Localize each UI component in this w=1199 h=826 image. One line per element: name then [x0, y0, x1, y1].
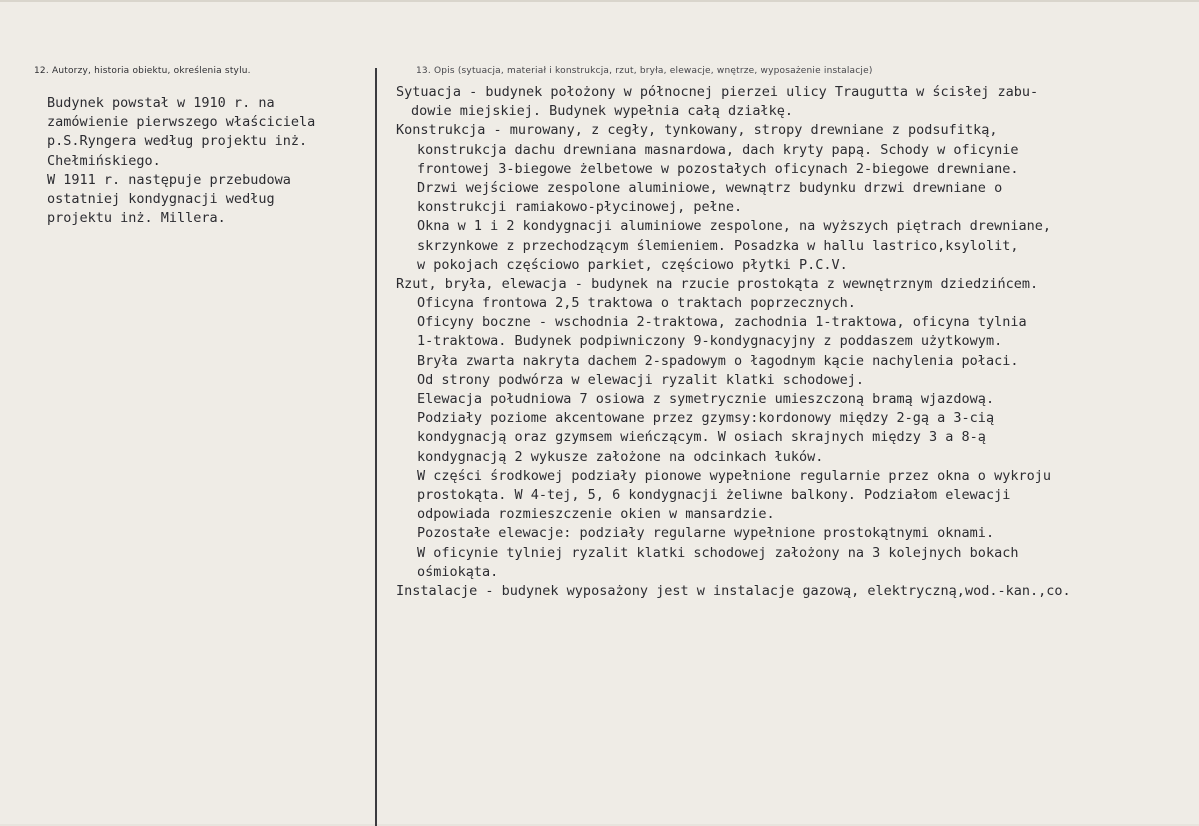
- description-line: frontowej 3-biegowe żelbetowe w pozostałych oficynach 2-biegowe drewniane.: [417, 160, 1019, 177]
- history-line: W 1911 r. następuje przebudowa: [47, 171, 291, 188]
- description-line: Konstrukcja - murowany, z cegły, tynkowany, stropy drewniane z podsufitką,: [396, 122, 998, 139]
- description-line: odpowiada rozmieszczenie okien w mansardzie.: [417, 506, 775, 523]
- description-line: 1-traktowa. Budynek podpiwniczony 9-kondygnacyjny z poddaszem użytkowym.: [417, 333, 1003, 350]
- description-line: Oficyny boczne - wschodnia 2-traktowa, zachodnia 1-traktowa, oficyna tylnia: [417, 314, 1027, 331]
- description-line: W oficynie tylniej ryzalit klatki schodowej założony na 3 kolejnych bokach: [417, 544, 1019, 561]
- description-line: Okna w 1 i 2 kondygnacji aluminiowe zespolone, na wyższych piętrach drewniane,: [417, 218, 1051, 235]
- history-line: projektu inż. Millera.: [47, 210, 226, 227]
- description-line: Instalacje - budynek wyposażony jest w instalacje gazową, elektryczną,wod.-kan.,co.: [396, 582, 1071, 599]
- description-column-header: 13. Opis (sytuacja, materiał i konstrukcja, rzut, bryła, elewacje, wnętrze, wyposażenie instalacje): [416, 66, 873, 76]
- description-line: Bryła zwarta nakryta dachem 2-spadowym o łagodnym kącie nachylenia połaci.: [417, 352, 1019, 369]
- description-line: Oficyna frontowa 2,5 traktowa o traktach poprzecznych.: [417, 295, 856, 312]
- history-line: Chełmińskiego.: [47, 152, 161, 169]
- description-line: kondygnacją 2 wykusze założone na odcinkach łuków.: [417, 448, 824, 465]
- description-text-block: [396, 83, 1071, 601]
- description-line: Od strony podwórza w elewacji ryzalit klatki schodowej.: [417, 371, 865, 388]
- description-line: Pozostałe elewacje: podziały regularne wypełnione prostokątnymi oknami.: [417, 525, 995, 542]
- description-line: Drzwi wejściowe zespolone aluminiowe, wewnątrz budynku drzwi drewniane o: [417, 179, 1003, 196]
- description-line: Elewacja południowa 7 osiowa z symetrycznie umieszczoną bramą wjazdową.: [417, 391, 995, 407]
- description-line: dowie miejskiej. Budynek wypełnia całą działkę.: [411, 103, 794, 120]
- description-line: ośmiokąta.: [417, 563, 499, 580]
- history-line: Budynek powstał w 1910 r. na: [47, 95, 275, 111]
- description-line: w pokojach częściowo parkiet, częściowo płytki P.C.V.: [417, 256, 848, 273]
- description-line: prostokąta. W 4-tej, 5, 6 kondygnacji żeliwne balkony. Podziałom elewacji: [417, 486, 1011, 503]
- description-line: Sytuacja - budynek położony w północnej pierzei ulicy Traugutta w ścisłej zabu-: [396, 84, 1039, 100]
- description-line: skrzynkowe z przechodzącym ślemieniem. Posadzka w hallu lastrico,ksylolit,: [417, 237, 1019, 254]
- history-text-block: [47, 94, 315, 228]
- history-line: ostatniej kondygnacji według: [47, 190, 275, 207]
- history-line: p.S.Ryngera według projektu inż.: [47, 133, 308, 150]
- description-line: kondygnacją oraz gzymsem wieńczącym. W osiach skrajnych między 3 a 8-ą: [417, 429, 986, 446]
- description-line: konstrukcji ramiakowo-płycinowej, pełne.: [417, 199, 743, 216]
- description-line: Podziały poziome akcentowane przez gzymsy:kordonowy między 2-gą a 3-cią: [417, 410, 995, 427]
- history-column-header: 12. Autorzy, historia obiektu, określenia stylu.: [34, 66, 251, 76]
- history-line: zamówienie pierwszego właściciela: [47, 114, 316, 131]
- description-line: Rzut, bryła, elewacja - budynek na rzucie prostokąta z wewnętrznym dziedzińcem.: [396, 275, 1039, 292]
- description-line: W części środkowej podziały pionowe wypełnione regularnie przez okna o wykroju: [417, 467, 1051, 484]
- column-divider: [375, 68, 377, 826]
- description-line: konstrukcja dachu drewniana masnardowa, dach kryty papą. Schody w oficynie: [417, 141, 1019, 158]
